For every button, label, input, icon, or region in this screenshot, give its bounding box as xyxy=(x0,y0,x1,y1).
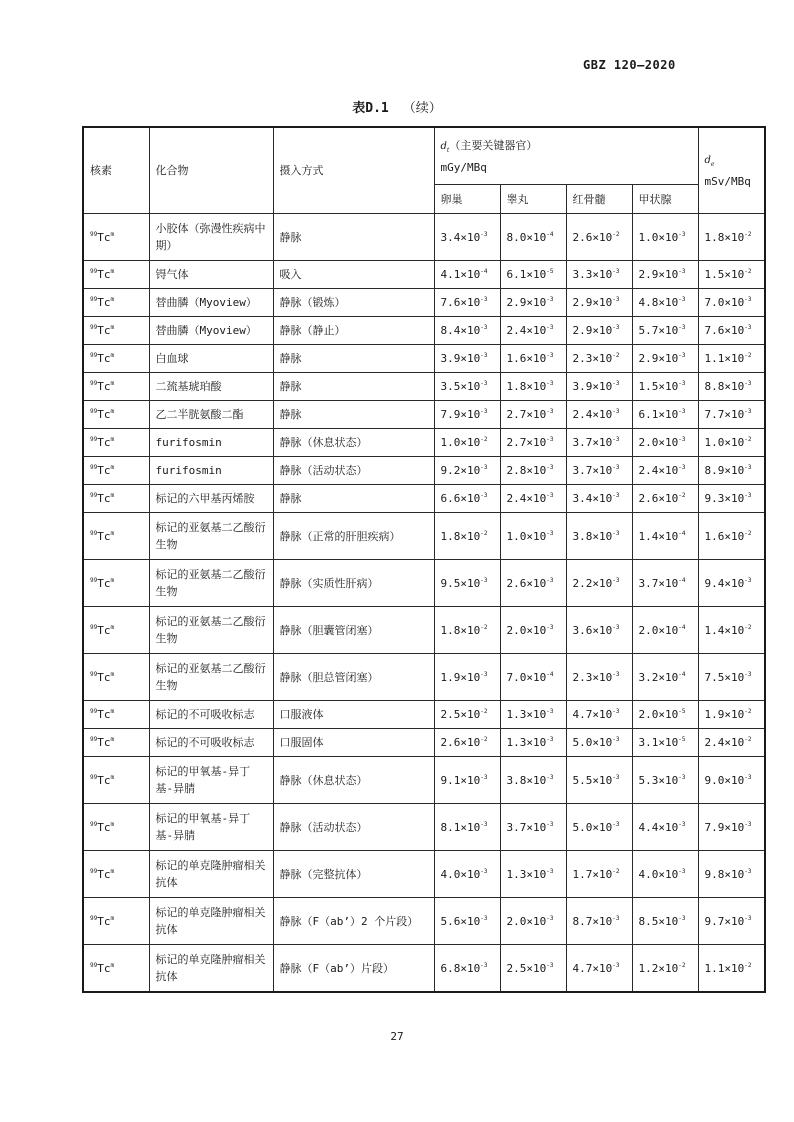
red-marrow-dose-cell: $2.9\times 10^{-3}$ xyxy=(566,289,632,317)
compound-cell: furifosmin xyxy=(149,429,273,457)
red-marrow-dose-cell: $4.7\times 10^{-3}$ xyxy=(566,701,632,729)
thyroid-dose-cell: $2.9\times 10^{-3}$ xyxy=(632,345,698,373)
table-row xyxy=(83,289,765,317)
compound-cell: 标记的单克隆肿瘤相关抗体 xyxy=(149,851,273,898)
nuclide-cell: $^{99}$Tc$^m$ xyxy=(83,401,149,429)
compound-cell: 标记的甲氧基-异丁基-异腈 xyxy=(149,757,273,804)
thyroid-dose-cell: $6.1\times 10^{-3}$ xyxy=(632,401,698,429)
effective-dose-cell: $7.0\times 10^{-3}$ xyxy=(698,289,765,317)
testis-dose-cell: $2.7\times 10^{-3}$ xyxy=(500,429,566,457)
ovary-dose-cell: $8.4\times 10^{-3}$ xyxy=(434,317,500,345)
effective-dose-unit: mSv/MBq xyxy=(704,175,751,188)
route-cell: 静脉 xyxy=(273,485,434,513)
effective-dose-cell: $9.3\times 10^{-3}$ xyxy=(698,485,765,513)
table-continued-label: （续） xyxy=(402,101,442,116)
ovary-dose-cell: $3.4\times 10^{-3}$ xyxy=(434,214,500,261)
red-marrow-dose-cell: $5.5\times 10^{-3}$ xyxy=(566,757,632,804)
route-cell: 静脉（完整抗体） xyxy=(273,851,434,898)
column-header-ovary: 卵巢 xyxy=(434,185,500,214)
testis-dose-cell: $2.0\times 10^{-3}$ xyxy=(500,607,566,654)
effective-dose-cell: $1.4\times 10^{-2}$ xyxy=(698,607,765,654)
effective-dose-cell: $7.5\times 10^{-3}$ xyxy=(698,654,765,701)
page-number: 27 xyxy=(390,1030,404,1043)
thyroid-dose-cell: $3.2\times 10^{-4}$ xyxy=(632,654,698,701)
compound-cell: 标记的单克隆肿瘤相关抗体 xyxy=(149,898,273,945)
effective-dose-cell: $8.9\times 10^{-3}$ xyxy=(698,457,765,485)
red-marrow-dose-cell: $3.4\times 10^{-3}$ xyxy=(566,485,632,513)
red-marrow-dose-cell: $1.7\times 10^{-2}$ xyxy=(566,851,632,898)
nuclide-cell: $^{99}$Tc$^m$ xyxy=(83,607,149,654)
effective-dose-cell: $1.9\times 10^{-2}$ xyxy=(698,701,765,729)
nuclide-cell: $^{99}$Tc$^m$ xyxy=(83,429,149,457)
testis-dose-cell: $2.5\times 10^{-3}$ xyxy=(500,945,566,993)
table-row xyxy=(83,513,765,560)
thyroid-dose-cell: $3.7\times 10^{-4}$ xyxy=(632,560,698,607)
table-row xyxy=(83,317,765,345)
thyroid-dose-cell: $5.7\times 10^{-3}$ xyxy=(632,317,698,345)
route-cell: 静脉 xyxy=(273,401,434,429)
ovary-dose-cell: $1.8\times 10^{-2}$ xyxy=(434,513,500,560)
red-marrow-dose-cell: $2.9\times 10^{-3}$ xyxy=(566,317,632,345)
nuclide-cell: $^{99}$Tc$^m$ xyxy=(83,513,149,560)
table-row xyxy=(83,729,765,757)
compound-cell: 标记的亚氨基二乙酸衍生物 xyxy=(149,607,273,654)
nuclide-cell: $^{99}$Tc$^m$ xyxy=(83,701,149,729)
thyroid-dose-cell: $1.0\times 10^{-3}$ xyxy=(632,214,698,261)
route-cell: 静脉（锻炼） xyxy=(273,289,434,317)
compound-cell: 标记的亚氨基二乙酸衍生物 xyxy=(149,560,273,607)
thyroid-dose-cell: $2.0\times 10^{-5}$ xyxy=(632,701,698,729)
ovary-dose-cell: $5.6\times 10^{-3}$ xyxy=(434,898,500,945)
effective-dose-cell: $1.5\times 10^{-2}$ xyxy=(698,261,765,289)
testis-dose-cell: $1.3\times 10^{-3}$ xyxy=(500,701,566,729)
red-marrow-dose-cell: $3.9\times 10^{-3}$ xyxy=(566,373,632,401)
red-marrow-dose-cell: $2.2\times 10^{-3}$ xyxy=(566,560,632,607)
testis-dose-cell: $6.1\times 10^{-5}$ xyxy=(500,261,566,289)
effective-dose-cell: $7.7\times 10^{-3}$ xyxy=(698,401,765,429)
table-row xyxy=(83,945,765,993)
table-caption xyxy=(0,97,794,116)
compound-cell: 二巯基琥珀酸 xyxy=(149,373,273,401)
table-row xyxy=(83,345,765,373)
nuclide-cell: $^{99}$Tc$^m$ xyxy=(83,214,149,261)
nuclide-cell: $^{99}$Tc$^m$ xyxy=(83,261,149,289)
compound-cell: 标记的甲氧基-异丁基-异腈 xyxy=(149,804,273,851)
testis-dose-cell: $2.6\times 10^{-3}$ xyxy=(500,560,566,607)
nuclide-cell: $^{99}$Tc$^m$ xyxy=(83,729,149,757)
column-header-route: 摄入方式 xyxy=(273,127,434,214)
testis-dose-cell: $1.0\times 10^{-3}$ xyxy=(500,513,566,560)
thyroid-dose-cell: $2.4\times 10^{-3}$ xyxy=(632,457,698,485)
testis-dose-cell: $2.8\times 10^{-3}$ xyxy=(500,457,566,485)
ovary-dose-cell: $3.9\times 10^{-3}$ xyxy=(434,345,500,373)
route-cell: 静脉 xyxy=(273,214,434,261)
thyroid-dose-cell: $1.5\times 10^{-3}$ xyxy=(632,373,698,401)
red-marrow-dose-cell: $4.7\times 10^{-3}$ xyxy=(566,945,632,993)
route-cell: 静脉（F（ab’）2 个片段） xyxy=(273,898,434,945)
route-cell: 静脉 xyxy=(273,345,434,373)
thyroid-dose-cell: $2.0\times 10^{-3}$ xyxy=(632,429,698,457)
testis-dose-cell: $8.0\times 10^{-4}$ xyxy=(500,214,566,261)
nuclide-cell: $^{99}$Tc$^m$ xyxy=(83,804,149,851)
route-cell: 静脉（胆总管闭塞） xyxy=(273,654,434,701)
route-cell: 静脉（活动状态） xyxy=(273,804,434,851)
compound-cell: 锝气体 xyxy=(149,261,273,289)
column-header-compound: 化合物 xyxy=(149,127,273,214)
effective-dose-cell: $1.1\times 10^{-2}$ xyxy=(698,345,765,373)
compound-cell: 小胶体（弥漫性疾病中期） xyxy=(149,214,273,261)
ovary-dose-cell: $7.9\times 10^{-3}$ xyxy=(434,401,500,429)
column-header-effective-dose xyxy=(698,127,765,214)
route-cell: 静脉（实质性肝病） xyxy=(273,560,434,607)
nuclide-cell: $^{99}$Tc$^m$ xyxy=(83,654,149,701)
table-row xyxy=(83,373,765,401)
route-cell: 静脉（休息状态） xyxy=(273,757,434,804)
effective-dose-cell: $1.1\times 10^{-2}$ xyxy=(698,945,765,993)
route-cell: 口服固体 xyxy=(273,729,434,757)
route-cell: 静脉（活动状态） xyxy=(273,457,434,485)
table-row xyxy=(83,898,765,945)
testis-dose-cell: $2.4\times 10^{-3}$ xyxy=(500,317,566,345)
ovary-dose-cell: $6.6\times 10^{-3}$ xyxy=(434,485,500,513)
thyroid-dose-cell: $1.4\times 10^{-4}$ xyxy=(632,513,698,560)
route-cell: 静脉（正常的肝胆疾病） xyxy=(273,513,434,560)
thyroid-dose-cell: $2.9\times 10^{-3}$ xyxy=(632,261,698,289)
red-marrow-dose-cell: $5.0\times 10^{-3}$ xyxy=(566,729,632,757)
ovary-dose-cell: $4.0\times 10^{-3}$ xyxy=(434,851,500,898)
ovary-dose-cell: $2.5\times 10^{-2}$ xyxy=(434,701,500,729)
effective-dose-cell: $8.8\times 10^{-3}$ xyxy=(698,373,765,401)
organ-dose-title: （主要关键器官） xyxy=(449,138,538,152)
ovary-dose-cell: $3.5\times 10^{-3}$ xyxy=(434,373,500,401)
red-marrow-dose-cell: $2.3\times 10^{-2}$ xyxy=(566,345,632,373)
ovary-dose-cell: $7.6\times 10^{-3}$ xyxy=(434,289,500,317)
table-row xyxy=(83,457,765,485)
nuclide-cell: $^{99}$Tc$^m$ xyxy=(83,945,149,993)
effective-dose-symbol: $d_e$ xyxy=(704,155,715,168)
red-marrow-dose-cell: $3.7\times 10^{-3}$ xyxy=(566,429,632,457)
table-row xyxy=(83,261,765,289)
route-cell: 静脉（静止） xyxy=(273,317,434,345)
nuclide-cell: $^{99}$Tc$^m$ xyxy=(83,757,149,804)
nuclide-cell: $^{99}$Tc$^m$ xyxy=(83,373,149,401)
nuclide-cell: $^{99}$Tc$^m$ xyxy=(83,898,149,945)
organ-dose-symbol: $d_t$ xyxy=(440,140,450,154)
column-header-red-marrow: 红骨髓 xyxy=(566,185,632,214)
thyroid-dose-cell: $4.8\times 10^{-3}$ xyxy=(632,289,698,317)
route-cell: 静脉（F（ab’）片段） xyxy=(273,945,434,993)
column-header-nuclide: 核素 xyxy=(83,127,149,214)
nuclide-cell: $^{99}$Tc$^m$ xyxy=(83,485,149,513)
compound-cell: 标记的不可吸收标志 xyxy=(149,701,273,729)
route-cell: 静脉 xyxy=(273,373,434,401)
thyroid-dose-cell: $4.0\times 10^{-3}$ xyxy=(632,851,698,898)
table-row xyxy=(83,485,765,513)
column-header-testis: 睾丸 xyxy=(500,185,566,214)
ovary-dose-cell: $4.1\times 10^{-4}$ xyxy=(434,261,500,289)
table-row xyxy=(83,757,765,804)
ovary-dose-cell: $6.8\times 10^{-3}$ xyxy=(434,945,500,993)
column-header-thyroid: 甲状腺 xyxy=(632,185,698,214)
compound-cell: furifosmin xyxy=(149,457,273,485)
testis-dose-cell: $2.7\times 10^{-3}$ xyxy=(500,401,566,429)
compound-cell: 标记的亚氨基二乙酸衍生物 xyxy=(149,654,273,701)
nuclide-cell: $^{99}$Tc$^m$ xyxy=(83,457,149,485)
table-row xyxy=(83,654,765,701)
effective-dose-cell: $7.9\times 10^{-3}$ xyxy=(698,804,765,851)
table-row xyxy=(83,214,765,261)
thyroid-dose-cell: $8.5\times 10^{-3}$ xyxy=(632,898,698,945)
ovary-dose-cell: $8.1\times 10^{-3}$ xyxy=(434,804,500,851)
table-row xyxy=(83,429,765,457)
testis-dose-cell: $3.8\times 10^{-3}$ xyxy=(500,757,566,804)
ovary-dose-cell: $1.0\times 10^{-2}$ xyxy=(434,429,500,457)
red-marrow-dose-cell: $3.3\times 10^{-3}$ xyxy=(566,261,632,289)
testis-dose-cell: $1.3\times 10^{-3}$ xyxy=(500,851,566,898)
testis-dose-cell: $3.7\times 10^{-3}$ xyxy=(500,804,566,851)
testis-dose-cell: $7.0\times 10^{-4}$ xyxy=(500,654,566,701)
nuclide-cell: $^{99}$Tc$^m$ xyxy=(83,345,149,373)
compound-cell: 标记的亚氨基二乙酸衍生物 xyxy=(149,513,273,560)
thyroid-dose-cell: $2.0\times 10^{-4}$ xyxy=(632,607,698,654)
thyroid-dose-cell: $1.2\times 10^{-2}$ xyxy=(632,945,698,993)
table-body xyxy=(83,214,765,993)
testis-dose-cell: $2.9\times 10^{-3}$ xyxy=(500,289,566,317)
thyroid-dose-cell: $2.6\times 10^{-2}$ xyxy=(632,485,698,513)
effective-dose-cell: $1.0\times 10^{-2}$ xyxy=(698,429,765,457)
red-marrow-dose-cell: $2.3\times 10^{-3}$ xyxy=(566,654,632,701)
testis-dose-cell: $1.8\times 10^{-3}$ xyxy=(500,373,566,401)
effective-dose-cell: $9.7\times 10^{-3}$ xyxy=(698,898,765,945)
table-row xyxy=(83,851,765,898)
thyroid-dose-cell: $4.4\times 10^{-3}$ xyxy=(632,804,698,851)
table-row xyxy=(83,560,765,607)
table-row xyxy=(83,607,765,654)
testis-dose-cell: $2.0\times 10^{-3}$ xyxy=(500,898,566,945)
testis-dose-cell: $1.3\times 10^{-3}$ xyxy=(500,729,566,757)
testis-dose-cell: $1.6\times 10^{-3}$ xyxy=(500,345,566,373)
red-marrow-dose-cell: $2.6\times 10^{-2}$ xyxy=(566,214,632,261)
compound-cell: 替曲膦（Myoview） xyxy=(149,317,273,345)
effective-dose-cell: $9.8\times 10^{-3}$ xyxy=(698,851,765,898)
effective-dose-cell: $2.4\times 10^{-2}$ xyxy=(698,729,765,757)
ovary-dose-cell: $9.5\times 10^{-3}$ xyxy=(434,560,500,607)
ovary-dose-cell: $2.6\times 10^{-2}$ xyxy=(434,729,500,757)
red-marrow-dose-cell: $3.6\times 10^{-3}$ xyxy=(566,607,632,654)
ovary-dose-cell: $9.2\times 10^{-3}$ xyxy=(434,457,500,485)
effective-dose-cell: $9.4\times 10^{-3}$ xyxy=(698,560,765,607)
table-row xyxy=(83,804,765,851)
compound-cell: 替曲膦（Myoview） xyxy=(149,289,273,317)
table-header-row xyxy=(83,127,765,185)
testis-dose-cell: $2.4\times 10^{-3}$ xyxy=(500,485,566,513)
effective-dose-cell: $9.0\times 10^{-3}$ xyxy=(698,757,765,804)
route-cell: 口服液体 xyxy=(273,701,434,729)
compound-cell: 标记的单克隆肿瘤相关抗体 xyxy=(149,945,273,993)
ovary-dose-cell: $1.8\times 10^{-2}$ xyxy=(434,607,500,654)
red-marrow-dose-cell: $8.7\times 10^{-3}$ xyxy=(566,898,632,945)
ovary-dose-cell: $9.1\times 10^{-3}$ xyxy=(434,757,500,804)
effective-dose-cell: $7.6\times 10^{-3}$ xyxy=(698,317,765,345)
table-id: 表D.1 xyxy=(352,101,389,116)
compound-cell: 白血球 xyxy=(149,345,273,373)
route-cell: 静脉（休息状态） xyxy=(273,429,434,457)
red-marrow-dose-cell: $3.7\times 10^{-3}$ xyxy=(566,457,632,485)
route-cell: 静脉（胆囊管闭塞） xyxy=(273,607,434,654)
table-row xyxy=(83,401,765,429)
thyroid-dose-cell: $5.3\times 10^{-3}$ xyxy=(632,757,698,804)
compound-cell: 乙二半胱氨酸二酯 xyxy=(149,401,273,429)
nuclide-cell: $^{99}$Tc$^m$ xyxy=(83,317,149,345)
route-cell: 吸入 xyxy=(273,261,434,289)
red-marrow-dose-cell: $5.0\times 10^{-3}$ xyxy=(566,804,632,851)
thyroid-dose-cell: $3.1\times 10^{-5}$ xyxy=(632,729,698,757)
effective-dose-cell: $1.6\times 10^{-2}$ xyxy=(698,513,765,560)
nuclide-cell: $^{99}$Tc$^m$ xyxy=(83,560,149,607)
effective-dose-cell: $1.8\times 10^{-2}$ xyxy=(698,214,765,261)
red-marrow-dose-cell: $3.8\times 10^{-3}$ xyxy=(566,513,632,560)
compound-cell: 标记的六甲基丙烯胺 xyxy=(149,485,273,513)
compound-cell: 标记的不可吸收标志 xyxy=(149,729,273,757)
nuclide-cell: $^{99}$Tc$^m$ xyxy=(83,851,149,898)
table-row xyxy=(83,701,765,729)
red-marrow-dose-cell: $2.4\times 10^{-3}$ xyxy=(566,401,632,429)
organ-dose-unit: mGy/MBq xyxy=(440,160,487,174)
standard-code: GBZ 120—2020 xyxy=(583,58,676,72)
ovary-dose-cell: $1.9\times 10^{-3}$ xyxy=(434,654,500,701)
dose-coefficient-table xyxy=(82,126,766,993)
nuclide-cell: $^{99}$Tc$^m$ xyxy=(83,289,149,317)
column-header-organ-dose xyxy=(434,127,698,185)
